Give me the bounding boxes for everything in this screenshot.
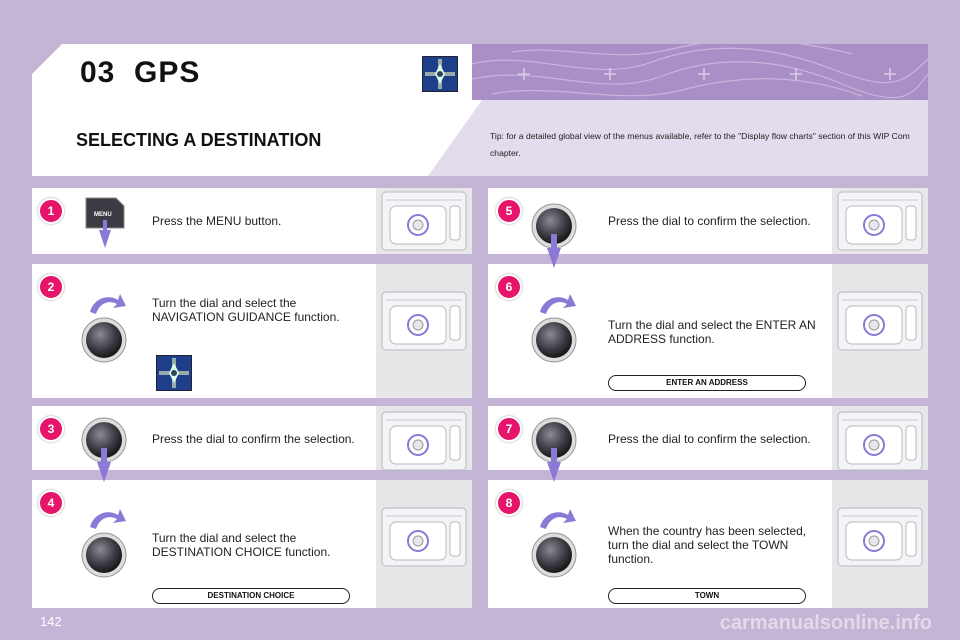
device-control-panel: [380, 410, 468, 477]
step-text: Press the MENU button.: [152, 214, 282, 228]
dial-press-icon: [530, 196, 580, 277]
watermark: carmanualsonline.info: [719, 612, 932, 634]
step-badge: 7: [496, 416, 522, 442]
step-text: Press the dial to confirm the selection.: [608, 214, 811, 228]
screen-label-pill: ENTER AN ADDRESS: [608, 375, 806, 391]
dial-turn-icon: [80, 290, 130, 371]
topographic-pattern: [472, 44, 928, 100]
chapter-number: 03: [80, 56, 116, 89]
step-badge: 6: [496, 274, 522, 300]
device-control-panel: [380, 290, 468, 357]
dial-turn-icon: [80, 505, 130, 586]
device-control-panel: [380, 190, 468, 257]
step-badge: 8: [496, 490, 522, 516]
step-badge: 1: [38, 198, 64, 224]
dial-press-icon: [530, 410, 580, 491]
screen-label-pill: TOWN: [608, 588, 806, 604]
device-control-panel: [836, 190, 924, 257]
step-text: Press the dial to confirm the selection.: [152, 432, 355, 446]
menu-key-label: MENU: [94, 212, 112, 218]
step-badge: 3: [38, 416, 64, 442]
step-badge: 2: [38, 274, 64, 300]
section-title: SELECTING A DESTINATION: [76, 130, 322, 150]
chapter-heading: [80, 56, 200, 90]
device-control-panel: [380, 506, 468, 573]
step-text: When the country has been selected, turn the dial and select the TOWN function.: [608, 524, 807, 566]
device-control-panel: [836, 290, 924, 357]
page-number: 142: [40, 614, 62, 629]
chapter-title: GPS: [134, 56, 201, 89]
dial-press-icon: [80, 410, 130, 491]
step-badge: 4: [38, 490, 64, 516]
dial-turn-icon: [530, 290, 580, 371]
dial-turn-icon: [530, 505, 580, 586]
device-control-panel: [836, 410, 924, 477]
menu-button-icon: [82, 194, 128, 250]
step-text: Turn the dial and select the ENTER AN ADDRESS function.: [608, 318, 816, 346]
device-control-panel: [836, 506, 924, 573]
step-text: Press the dial to confirm the selection.: [608, 432, 811, 446]
screen-label-pill: DESTINATION CHOICE: [152, 588, 350, 604]
header-topo-band: [472, 44, 928, 100]
step-badge: 5: [496, 198, 522, 224]
navigation-map-icon: [156, 355, 192, 391]
tip-text: Tip: for a detailed global view of the menus available, refer to the "Display flow charts" section of this WIP Com chapter.: [490, 131, 910, 158]
step-text: Turn the dial and select the NAVIGATION GUIDANCE function.: [152, 296, 340, 324]
step-text: Turn the dial and select the DESTINATION CHOICE function.: [152, 531, 331, 559]
navigation-map-icon: [422, 56, 458, 92]
